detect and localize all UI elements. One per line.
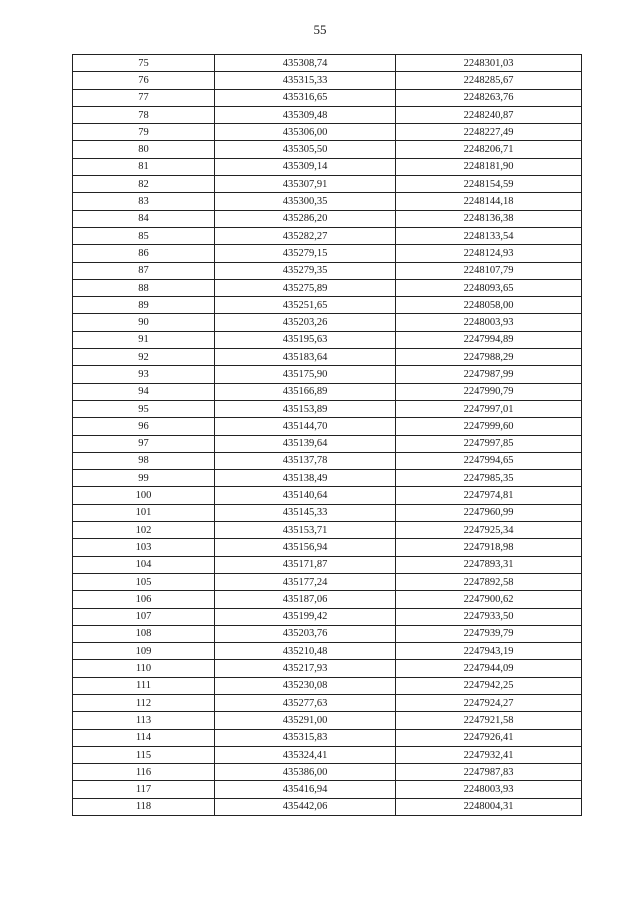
table-row [73, 608, 582, 625]
table-row [73, 55, 582, 72]
point-number-cell: 88 [73, 279, 215, 296]
table-row [73, 798, 582, 815]
point-number-cell: 76 [73, 72, 215, 89]
table-row [73, 764, 582, 781]
y-coordinate-cell: 2247999,60 [396, 418, 582, 435]
y-coordinate-cell: 2248240,87 [396, 106, 582, 123]
point-number-cell: 97 [73, 435, 215, 452]
x-coordinate-cell: 435386,00 [215, 764, 396, 781]
x-coordinate-cell: 435166,89 [215, 383, 396, 400]
table-row [73, 522, 582, 539]
point-number-cell: 110 [73, 660, 215, 677]
point-number-cell: 75 [73, 55, 215, 72]
x-coordinate-cell: 435187,06 [215, 591, 396, 608]
x-coordinate-cell: 435230,08 [215, 677, 396, 694]
table-row [73, 331, 582, 348]
x-coordinate-cell: 435153,89 [215, 400, 396, 417]
x-coordinate-cell: 435251,65 [215, 297, 396, 314]
y-coordinate-cell: 2247943,19 [396, 643, 582, 660]
x-coordinate-cell: 435324,41 [215, 746, 396, 763]
y-coordinate-cell: 2247932,41 [396, 746, 582, 763]
point-number-cell: 85 [73, 227, 215, 244]
table-row [73, 504, 582, 521]
x-coordinate-cell: 435307,91 [215, 176, 396, 193]
point-number-cell: 116 [73, 764, 215, 781]
x-coordinate-cell: 435140,64 [215, 487, 396, 504]
x-coordinate-cell: 435138,49 [215, 470, 396, 487]
table-row [73, 694, 582, 711]
y-coordinate-cell: 2247900,62 [396, 591, 582, 608]
x-coordinate-cell: 435199,42 [215, 608, 396, 625]
point-number-cell: 96 [73, 418, 215, 435]
y-coordinate-cell: 2247939,79 [396, 625, 582, 642]
y-coordinate-cell: 2247942,25 [396, 677, 582, 694]
y-coordinate-cell: 2248206,71 [396, 141, 582, 158]
x-coordinate-cell: 435275,89 [215, 279, 396, 296]
x-coordinate-cell: 435203,76 [215, 625, 396, 642]
point-number-cell: 106 [73, 591, 215, 608]
table-row [73, 452, 582, 469]
y-coordinate-cell: 2247944,09 [396, 660, 582, 677]
point-number-cell: 95 [73, 400, 215, 417]
table-row [73, 729, 582, 746]
y-coordinate-cell: 2248003,93 [396, 781, 582, 798]
x-coordinate-cell: 435305,50 [215, 141, 396, 158]
point-number-cell: 82 [73, 176, 215, 193]
x-coordinate-cell: 435442,06 [215, 798, 396, 815]
point-number-cell: 86 [73, 245, 215, 262]
table-row [73, 106, 582, 123]
y-coordinate-cell: 2247987,83 [396, 764, 582, 781]
x-coordinate-cell: 435175,90 [215, 366, 396, 383]
point-number-cell: 94 [73, 383, 215, 400]
table-row [73, 712, 582, 729]
table-row [73, 193, 582, 210]
x-coordinate-cell: 435177,24 [215, 573, 396, 590]
point-number-cell: 92 [73, 349, 215, 366]
y-coordinate-cell: 2247994,65 [396, 452, 582, 469]
table-row [73, 781, 582, 798]
y-coordinate-cell: 2248285,67 [396, 72, 582, 89]
table-row [73, 158, 582, 175]
x-coordinate-cell: 435315,33 [215, 72, 396, 89]
x-coordinate-cell: 435144,70 [215, 418, 396, 435]
point-number-cell: 107 [73, 608, 215, 625]
x-coordinate-cell: 435277,63 [215, 694, 396, 711]
x-coordinate-cell: 435217,93 [215, 660, 396, 677]
y-coordinate-cell: 2247997,85 [396, 435, 582, 452]
point-number-cell: 98 [73, 452, 215, 469]
y-coordinate-cell: 2247892,58 [396, 573, 582, 590]
table-row [73, 176, 582, 193]
point-number-cell: 115 [73, 746, 215, 763]
table-row [73, 297, 582, 314]
point-number-cell: 111 [73, 677, 215, 694]
table-row [73, 487, 582, 504]
table-row [73, 660, 582, 677]
point-number-cell: 101 [73, 504, 215, 521]
y-coordinate-cell: 2248154,59 [396, 176, 582, 193]
table-row [73, 746, 582, 763]
x-coordinate-cell: 435279,35 [215, 262, 396, 279]
y-coordinate-cell: 2247893,31 [396, 556, 582, 573]
x-coordinate-cell: 435286,20 [215, 210, 396, 227]
x-coordinate-cell: 435416,94 [215, 781, 396, 798]
table-row [73, 418, 582, 435]
table-row [73, 141, 582, 158]
table-row [73, 470, 582, 487]
table-row [73, 124, 582, 141]
table-row [73, 625, 582, 642]
x-coordinate-cell: 435195,63 [215, 331, 396, 348]
table-row [73, 72, 582, 89]
y-coordinate-cell: 2248004,31 [396, 798, 582, 815]
y-coordinate-cell: 2247918,98 [396, 539, 582, 556]
table-row [73, 677, 582, 694]
table-row [73, 366, 582, 383]
x-coordinate-cell: 435139,64 [215, 435, 396, 452]
y-coordinate-cell: 2247926,41 [396, 729, 582, 746]
point-number-cell: 114 [73, 729, 215, 746]
y-coordinate-cell: 2248301,03 [396, 55, 582, 72]
point-number-cell: 87 [73, 262, 215, 279]
table-row [73, 89, 582, 106]
point-number-cell: 84 [73, 210, 215, 227]
coordinates-table [72, 54, 582, 816]
point-number-cell: 77 [73, 89, 215, 106]
table-row [73, 556, 582, 573]
x-coordinate-cell: 435282,27 [215, 227, 396, 244]
point-number-cell: 113 [73, 712, 215, 729]
x-coordinate-cell: 435171,87 [215, 556, 396, 573]
point-number-cell: 90 [73, 314, 215, 331]
point-number-cell: 117 [73, 781, 215, 798]
point-number-cell: 99 [73, 470, 215, 487]
x-coordinate-cell: 435309,14 [215, 158, 396, 175]
x-coordinate-cell: 435156,94 [215, 539, 396, 556]
y-coordinate-cell: 2247990,79 [396, 383, 582, 400]
table-row [73, 210, 582, 227]
x-coordinate-cell: 435316,65 [215, 89, 396, 106]
y-coordinate-cell: 2248181,90 [396, 158, 582, 175]
table-row [73, 591, 582, 608]
x-coordinate-cell: 435137,78 [215, 452, 396, 469]
y-coordinate-cell: 2247925,34 [396, 522, 582, 539]
table-row [73, 314, 582, 331]
page-number: 55 [313, 22, 327, 37]
point-number-cell: 79 [73, 124, 215, 141]
x-coordinate-cell: 435203,26 [215, 314, 396, 331]
x-coordinate-cell: 435315,83 [215, 729, 396, 746]
y-coordinate-cell: 2247985,35 [396, 470, 582, 487]
x-coordinate-cell: 435306,00 [215, 124, 396, 141]
x-coordinate-cell: 435291,00 [215, 712, 396, 729]
table-row [73, 262, 582, 279]
y-coordinate-cell: 2248003,93 [396, 314, 582, 331]
y-coordinate-cell: 2247921,58 [396, 712, 582, 729]
point-number-cell: 89 [73, 297, 215, 314]
point-number-cell: 118 [73, 798, 215, 815]
point-number-cell: 91 [73, 331, 215, 348]
point-number-cell: 78 [73, 106, 215, 123]
table-row [73, 539, 582, 556]
point-number-cell: 100 [73, 487, 215, 504]
y-coordinate-cell: 2248124,93 [396, 245, 582, 262]
point-number-cell: 109 [73, 643, 215, 660]
point-number-cell: 83 [73, 193, 215, 210]
point-number-cell: 93 [73, 366, 215, 383]
table-row [73, 279, 582, 296]
y-coordinate-cell: 2247987,99 [396, 366, 582, 383]
point-number-cell: 108 [73, 625, 215, 642]
point-number-cell: 81 [73, 158, 215, 175]
x-coordinate-cell: 435145,33 [215, 504, 396, 521]
x-coordinate-cell: 435153,71 [215, 522, 396, 539]
y-coordinate-cell: 2247924,27 [396, 694, 582, 711]
x-coordinate-cell: 435308,74 [215, 55, 396, 72]
point-number-cell: 103 [73, 539, 215, 556]
table-row [73, 245, 582, 262]
table-row [73, 643, 582, 660]
table-row [73, 400, 582, 417]
y-coordinate-cell: 2248133,54 [396, 227, 582, 244]
y-coordinate-cell: 2248058,00 [396, 297, 582, 314]
y-coordinate-cell: 2247988,29 [396, 349, 582, 366]
y-coordinate-cell: 2248144,18 [396, 193, 582, 210]
table-row [73, 227, 582, 244]
table-row [73, 573, 582, 590]
point-number-cell: 112 [73, 694, 215, 711]
y-coordinate-cell: 2247994,89 [396, 331, 582, 348]
x-coordinate-cell: 435279,15 [215, 245, 396, 262]
coordinates-table-body [73, 55, 582, 816]
y-coordinate-cell: 2247997,01 [396, 400, 582, 417]
y-coordinate-cell: 2248107,79 [396, 262, 582, 279]
y-coordinate-cell: 2247960,99 [396, 504, 582, 521]
y-coordinate-cell: 2248263,76 [396, 89, 582, 106]
y-coordinate-cell: 2248136,38 [396, 210, 582, 227]
x-coordinate-cell: 435309,48 [215, 106, 396, 123]
y-coordinate-cell: 2247933,50 [396, 608, 582, 625]
x-coordinate-cell: 435300,35 [215, 193, 396, 210]
point-number-cell: 80 [73, 141, 215, 158]
y-coordinate-cell: 2248227,49 [396, 124, 582, 141]
x-coordinate-cell: 435210,48 [215, 643, 396, 660]
point-number-cell: 104 [73, 556, 215, 573]
table-row [73, 349, 582, 366]
table-row [73, 383, 582, 400]
y-coordinate-cell: 2248093,65 [396, 279, 582, 296]
point-number-cell: 105 [73, 573, 215, 590]
table-row [73, 435, 582, 452]
y-coordinate-cell: 2247974,81 [396, 487, 582, 504]
point-number-cell: 102 [73, 522, 215, 539]
x-coordinate-cell: 435183,64 [215, 349, 396, 366]
